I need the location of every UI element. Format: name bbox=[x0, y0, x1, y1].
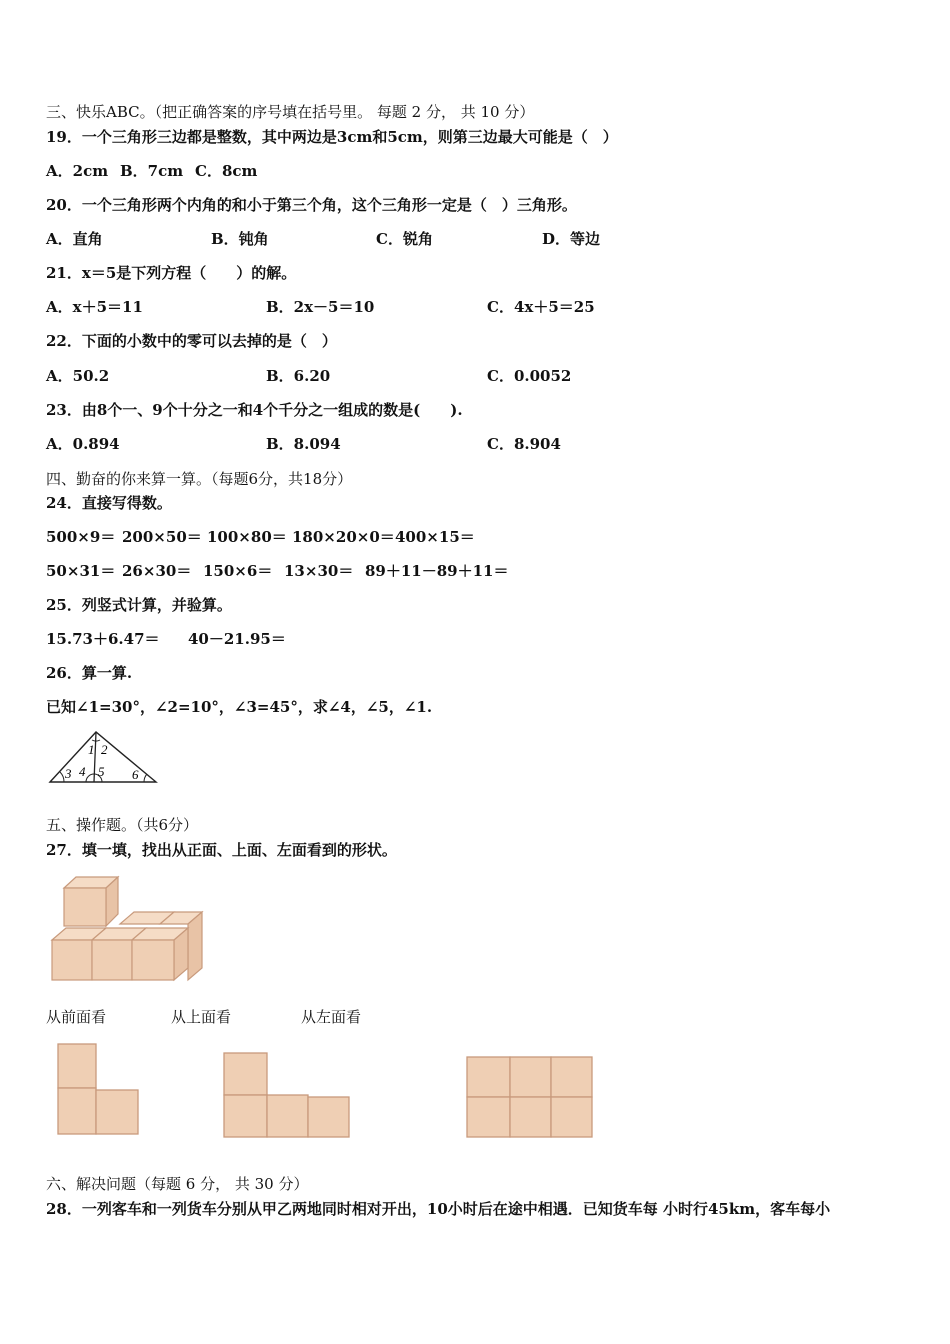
q20-option-d: D．等边 bbox=[542, 230, 601, 248]
q24-expr: 50×31＝ bbox=[46, 562, 116, 580]
triangle-figure bbox=[46, 726, 162, 788]
q19-option-c: C．8cm bbox=[195, 162, 258, 180]
question-27: 27．填一填，找出从正面、上面、左面看到的形状。 bbox=[46, 841, 397, 859]
q20-option-b: B．钝角 bbox=[211, 230, 269, 248]
q24-expr: 89＋11－89＋11＝ bbox=[365, 562, 509, 580]
q25-expr-2: 40－21.95＝ bbox=[188, 630, 286, 648]
angle-label-1: 1 bbox=[88, 742, 95, 757]
q21-option-c: C．4x＋5＝25 bbox=[487, 298, 595, 316]
view-shape-2 bbox=[220, 1050, 354, 1140]
question-24: 24．直接写得数。 bbox=[46, 494, 172, 512]
q24-expr: 26×30＝ bbox=[122, 562, 192, 580]
view-shape-1 bbox=[54, 1040, 144, 1138]
question-23: 23．由8个一、9个十分之一和4个千分之一组成的数是( ). bbox=[46, 401, 463, 419]
angle-arc-3 bbox=[60, 772, 64, 782]
q24-expr: 400×15＝ bbox=[395, 528, 475, 546]
angle-label-3: 3 bbox=[65, 766, 72, 781]
question-25: 25．列竖式计算，并验算。 bbox=[46, 596, 232, 614]
q19-option-b: B．7cm bbox=[120, 162, 184, 180]
q20-option-a: A．直角 bbox=[46, 230, 103, 248]
question-19: 19．一个三角形三边都是整数，其中两边是3cm和5cm，则第三边最大可能是（ ） bbox=[46, 128, 618, 146]
section-6-heading: 六、解决问题（每题 6 分， 共 30 分） bbox=[46, 1175, 309, 1193]
question-28: 28．一列客车和一列货车分别从甲乙两地同时相对开出，10小时后在途中相遇．已知货车每 小时行45km，客车每小 bbox=[46, 1200, 831, 1218]
question-26: 26．算一算. bbox=[46, 664, 133, 682]
angle-arc-6 bbox=[144, 774, 147, 782]
view-label-left: 从左面看 bbox=[301, 1008, 362, 1026]
q22-option-a: A．50.2 bbox=[46, 367, 110, 385]
q23-option-a: A．0.894 bbox=[46, 435, 120, 453]
q23-option-c: C．8.904 bbox=[487, 435, 561, 453]
q24-expr: 200×50＝ bbox=[122, 528, 202, 546]
q21-option-b: B．2x－5＝10 bbox=[266, 298, 375, 316]
section-4-heading: 四、勤奋的你来算一算。（每题6分，共18分） bbox=[46, 470, 353, 488]
angle-label-4: 4 bbox=[79, 764, 86, 779]
view-label-front: 从前面看 bbox=[46, 1008, 107, 1026]
q22-option-c: C．0.0052 bbox=[487, 367, 572, 385]
q24-expr: 100×80＝ bbox=[207, 528, 287, 546]
q22-option-b: B．6.20 bbox=[266, 367, 331, 385]
q20-option-c: C．锐角 bbox=[376, 230, 433, 248]
cube-stack-figure bbox=[46, 872, 208, 984]
section-5-heading: 五、操作题。（共6分） bbox=[46, 816, 199, 834]
section-3-heading: 三、快乐ABC。（把正确答案的序号填在括号里。 每题 2 分， 共 10 分） bbox=[46, 103, 535, 121]
q26-given: 已知∠1=30°，∠2=10°，∠3=45°，求∠4，∠5，∠1. bbox=[46, 698, 433, 716]
question-21: 21．x＝5是下列方程（ ）的解。 bbox=[46, 264, 297, 282]
q19-option-a: A．2cm bbox=[46, 162, 109, 180]
q24-expr: 500×9＝ bbox=[46, 528, 116, 546]
q24-expr: 150×6＝ bbox=[203, 562, 273, 580]
angle-label-6: 6 bbox=[132, 767, 139, 782]
q25-expr-1: 15.73＋6.47＝ bbox=[46, 630, 160, 648]
question-22: 22．下面的小数中的零可以去掉的是（ ） bbox=[46, 332, 337, 350]
q23-option-b: B．8.094 bbox=[266, 435, 341, 453]
q24-expr: 180×20×0＝ bbox=[292, 528, 395, 546]
q24-expr: 13×30＝ bbox=[284, 562, 354, 580]
q21-option-a: A．x＋5＝11 bbox=[46, 298, 143, 316]
view-shape-3 bbox=[463, 1053, 597, 1141]
angle-label-2: 2 bbox=[101, 742, 108, 757]
view-label-top: 从上面看 bbox=[171, 1008, 232, 1026]
angle-label-5: 5 bbox=[98, 764, 105, 779]
question-20: 20．一个三角形两个内角的和小于第三个角，这个三角形一定是（ ）三角形。 bbox=[46, 196, 577, 214]
